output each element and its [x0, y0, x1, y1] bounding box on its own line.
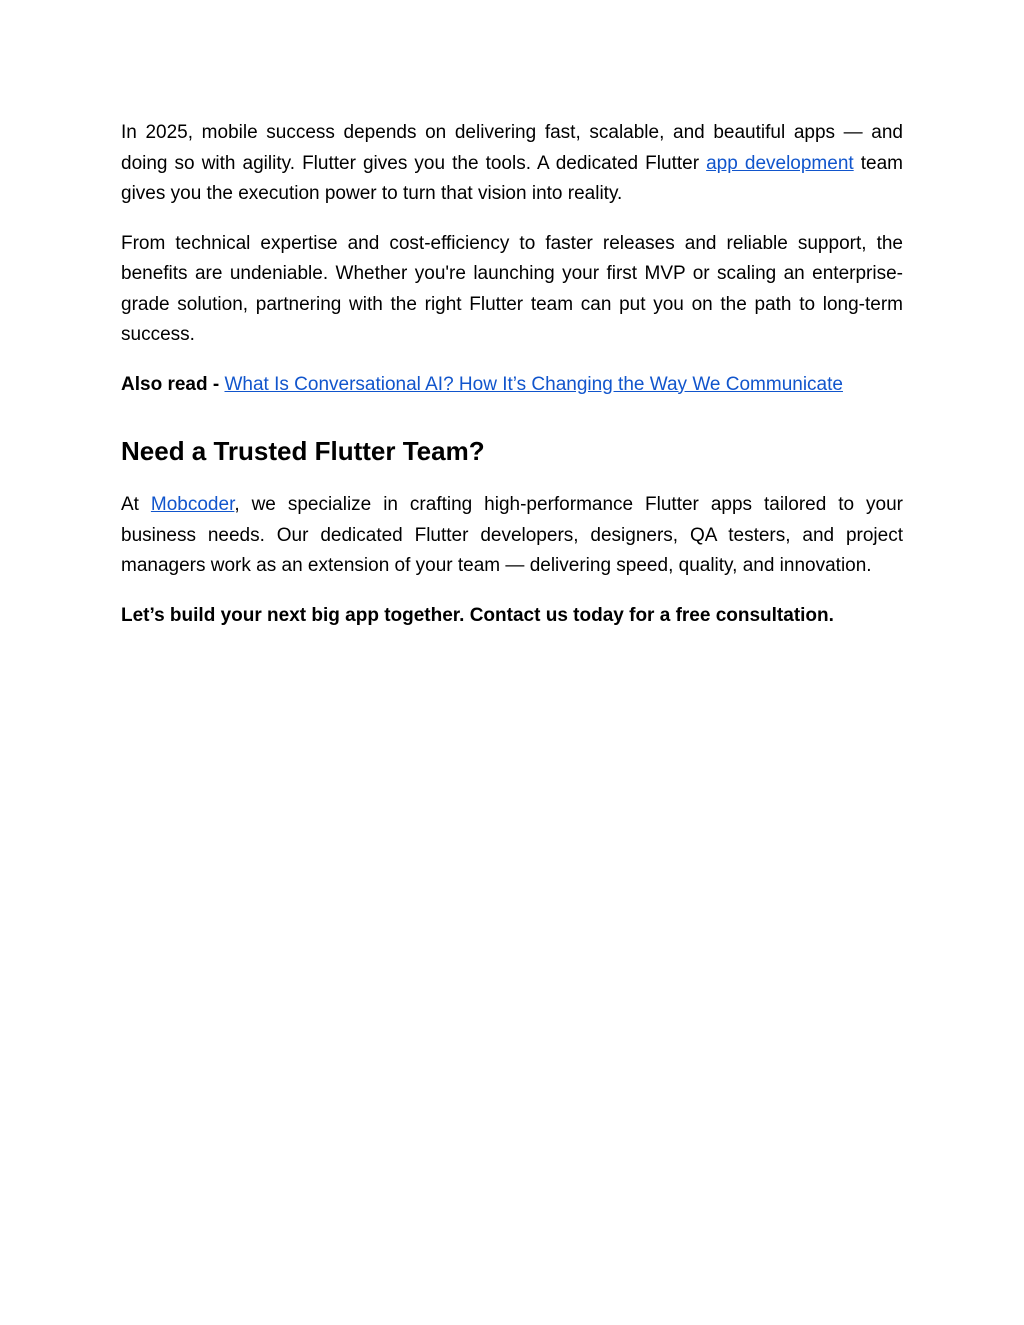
mobcoder-text-end: , we specialize in crafting high-performance Flutter apps tailored to your business needs. Our dedicated Flutter developers, designers, QA testers, and project managers work as an extension of your team — delivering speed, quality, and innovation.	[121, 494, 903, 576]
mobcoder-link[interactable]: Mobcoder	[150, 494, 235, 515]
benefits-paragraph: From technical expertise and cost-efficiency to faster releases and reliable support, the benefits are undeniable. Whether you're launching your first MVP or scaling an enterprise-grade solution, partnering with the right Flutter team can put you on the path to long-term success.	[121, 232, 903, 345]
intro-paragraph	[121, 118, 903, 210]
section-heading: Need a Trusted Flutter Team?	[121, 436, 485, 466]
also-read-line	[121, 370, 903, 401]
document-page	[121, 118, 903, 650]
app-development-link[interactable]: app development	[706, 152, 854, 174]
intro-text-start: In 2025, mobile success depends on delivering fast, scalable, and beautiful apps — and doing so with agility. Flutter gives you the tools. A dedicated Flutter	[121, 122, 903, 174]
also-read-label: Also read -	[121, 373, 225, 395]
mobcoder-text-start: At	[121, 494, 151, 515]
call-to-action: Let’s build your next big app together. Contact us today for a free consultation.	[121, 604, 834, 626]
intro-text-end: team gives you the execution power to turn that vision into reality.	[121, 152, 903, 204]
conversational-ai-article-link[interactable]: What Is Conversational AI? How It’s Changing the Way We Communicate	[224, 373, 843, 395]
mobcoder-paragraph	[121, 490, 903, 582]
